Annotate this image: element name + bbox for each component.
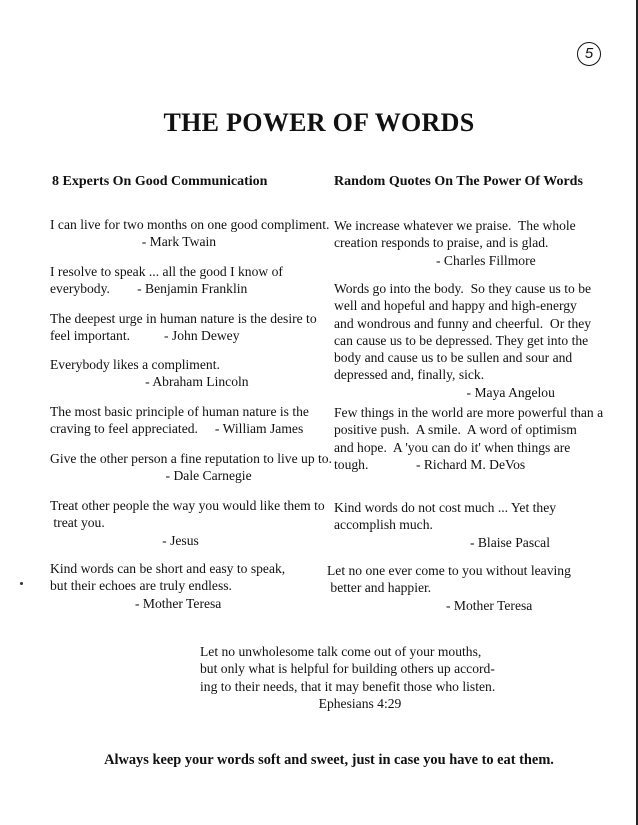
right-column-heading: Random Quotes On The Power Of Words xyxy=(334,174,583,189)
quote-attribution: - Maya Angelou xyxy=(334,384,555,400)
quote-line: can cause us to be depressed. They get into the xyxy=(334,332,589,348)
quote-line: Words go into the body. So they cause us to be xyxy=(334,281,592,296)
quote-teresa-right xyxy=(327,562,571,614)
quote-line: I resolve to speak ... all the good I know of xyxy=(50,264,283,279)
quote-line: better and happier. xyxy=(327,580,432,596)
quote-line: Let no one ever come to you without leaving xyxy=(327,563,571,578)
quote-line: body and cause us to be sullen and sour and xyxy=(334,350,573,366)
quote-lincoln xyxy=(50,356,249,391)
quote-attribution: - Dale Carnegie xyxy=(50,468,252,484)
quote-line: everybody. - Benjamin Franklin xyxy=(50,281,248,297)
quote-jesus xyxy=(50,497,325,549)
quote-attribution: - Mother Teresa xyxy=(327,597,533,613)
quote-line: Few things in the world are more powerful than a xyxy=(334,405,604,420)
quote-attribution: - Jesus xyxy=(50,532,199,548)
scripture-line: but only what is helpful for building others up accord- xyxy=(200,661,495,677)
quote-attribution: - Mother Teresa xyxy=(50,595,222,611)
quote-carnegie xyxy=(50,450,332,485)
quote-line: depressed and, finally, sick. xyxy=(334,367,485,383)
quote-line: craving to feel appreciated. - William James xyxy=(50,421,304,437)
quote-twain xyxy=(50,216,329,251)
quote-pascal xyxy=(334,499,556,551)
quote-attribution: - Blaise Pascal xyxy=(334,534,550,550)
quote-line: I can live for two months on one good compliment. xyxy=(50,217,330,232)
closing-statement: Always keep your words soft and sweet, just in case you have to eat them. xyxy=(104,752,554,768)
page-number: 5 xyxy=(577,42,601,66)
quote-line: and hope. A 'you can do it' when things are xyxy=(334,439,571,455)
scripture-quote xyxy=(200,643,500,712)
quote-dewey xyxy=(50,310,317,345)
scripture-line: Let no unwholesome talk come out of your mouths, xyxy=(200,644,482,659)
quote-line: creation responds to praise, and is glad. xyxy=(334,235,549,251)
left-column-heading: 8 Experts On Good Communication xyxy=(52,174,268,189)
quote-franklin xyxy=(50,263,283,298)
quote-line: The deepest urge in human nature is the desire to xyxy=(50,311,317,326)
quote-line: Everybody likes a compliment. xyxy=(50,357,220,372)
scripture-reference: Ephesians 4:29 xyxy=(318,695,402,711)
quote-james xyxy=(50,403,309,438)
quote-attribution: - Mark Twain xyxy=(50,234,217,250)
quote-attribution: - Abraham Lincoln xyxy=(50,374,249,390)
quote-attribution: - Charles Fillmore xyxy=(334,252,536,268)
quote-line: and wondrous and funny and cheerful. Or they xyxy=(334,315,592,331)
page-title: THE POWER OF WORDS xyxy=(163,108,475,137)
quote-line: Kind words can be short and easy to speak, xyxy=(50,561,286,576)
quote-line: Treat other people the way you would like them to xyxy=(50,498,325,513)
quote-line: treat you. xyxy=(50,515,105,531)
quote-angelou xyxy=(334,280,591,401)
quote-line: We increase whatever we praise. The whole xyxy=(334,218,576,233)
quote-line: Give the other person a fine reputation to live up to. xyxy=(50,451,332,466)
quote-line: accomplish much. xyxy=(334,517,433,533)
quote-line: positive push. A smile. A word of optimism xyxy=(334,422,577,438)
quote-line: The most basic principle of human nature is the xyxy=(50,404,309,419)
stray-mark xyxy=(20,582,23,585)
quote-line: but their echoes are truly endless. xyxy=(50,578,232,594)
quote-line: feel important. - John Dewey xyxy=(50,328,240,344)
quote-devos xyxy=(334,404,603,473)
scripture-line: ing to their needs, that it may benefit those who listen. xyxy=(200,678,496,694)
quote-line: tough. - Richard M. DeVos xyxy=(334,456,526,472)
quote-line: Kind words do not cost much ... Yet they xyxy=(334,500,557,515)
quote-line: well and hopeful and happy and high-energy xyxy=(334,298,577,314)
quote-fillmore xyxy=(334,217,576,269)
quote-teresa-left xyxy=(50,560,285,612)
